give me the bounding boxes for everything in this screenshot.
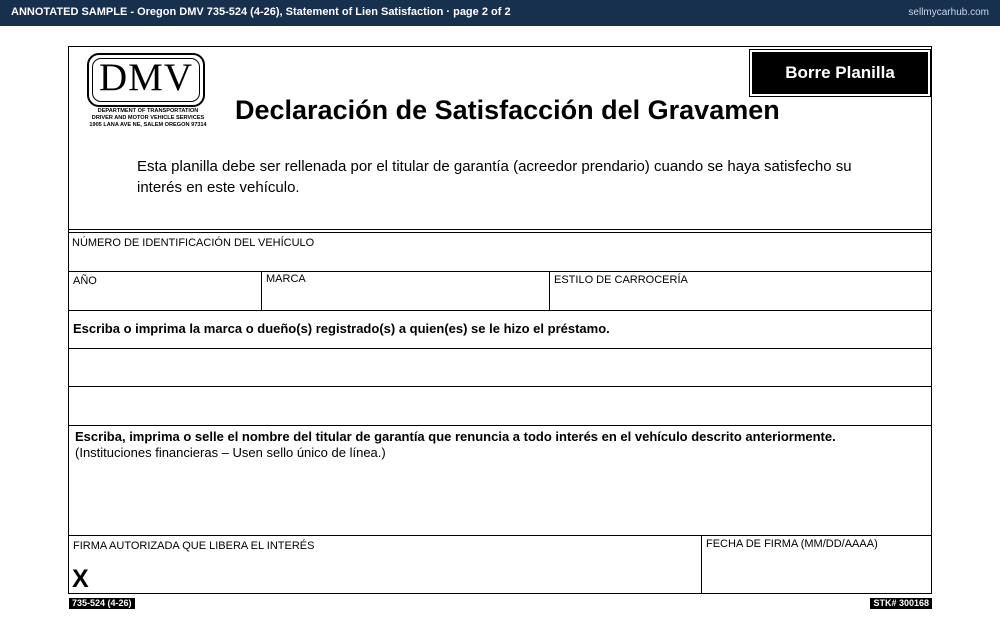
signature-input[interactable] [103,563,693,591]
signature-date-divider [701,535,702,594]
header-divider-bottom [69,232,931,233]
body-style-input[interactable] [554,289,926,308]
form-number-tag: 735-524 (4-26) [69,598,135,609]
logo-address-line: 1905 LANA AVE NE, SALEM OREGON 97314 [89,122,207,128]
make-input[interactable] [266,289,546,308]
top-banner [0,0,1000,26]
header-divider-top [69,229,931,230]
signature-date-input[interactable] [706,563,926,591]
owners-divider-2 [69,386,931,387]
logo-department-line: DEPARTMENT OF TRANSPORTATION [97,108,199,114]
form-intro: Esta planilla debe ser rellenada por el titular de garantía (acreedor prendario) cuando se haya satisfecho su interés en este vehículo. [137,158,852,196]
banner-site-link[interactable]: sellmycarhub.com [908,7,989,18]
holder-divider [69,535,931,536]
owners-divider-3 [69,425,931,426]
form-title: Declaración de Satisfacción del Gravamen [235,95,780,125]
lien-satisfaction-form [68,46,932,594]
logo-division-line: DRIVER AND MOTOR VEHICLE SERVICES [91,115,205,121]
holder-name-input[interactable] [75,463,925,533]
make-label: MARCA [266,273,306,285]
clear-form-button-label: Borre Planilla [752,52,928,94]
signature-x-mark: X [72,565,89,593]
year-make-divider [261,271,262,310]
clear-form-button[interactable] [749,49,931,97]
year-input[interactable] [73,289,258,308]
vin-row-divider [69,271,931,272]
vin-label: NÚMERO DE IDENTIFICACIÓN DEL VEHÍCULO [72,237,315,249]
owner-line-2-input[interactable] [73,390,925,422]
make-style-divider [549,271,550,310]
signature-label: FIRMA AUTORIZADA QUE LIBERA EL INTERÉS [73,540,315,552]
owners-instruction: Escriba o imprima la marca o dueño(s) registrado(s) a quien(es) se le hizo el préstamo. [73,321,610,336]
year-label: AÑO [73,275,97,287]
owners-divider-1 [69,348,931,349]
logo-text: DMV [98,56,193,99]
holder-note: (Instituciones financieras – Usen sello único de línea.) [75,445,386,460]
holder-instruction: Escriba, imprima o selle el nombre del titular de garantía que renuncia a todo interés en el vehículo descrito anteriormente. [75,429,836,444]
banner-title: ANNOTATED SAMPLE - Oregon DMV 735-524 (4-26), Statement of Lien Satisfaction · page 2 of 2 [11,6,511,18]
stock-number-tag: STK# 300168 [870,598,932,609]
date-label: FECHA DE FIRMA (MM/DD/AAAA) [706,538,878,550]
body-style-label: ESTILO DE CARROCERÍA [554,274,688,286]
vin-input[interactable] [73,251,923,271]
owner-line-1-input[interactable] [73,352,925,384]
vehicle-row-divider [69,310,931,311]
dmv-logo [87,53,205,107]
